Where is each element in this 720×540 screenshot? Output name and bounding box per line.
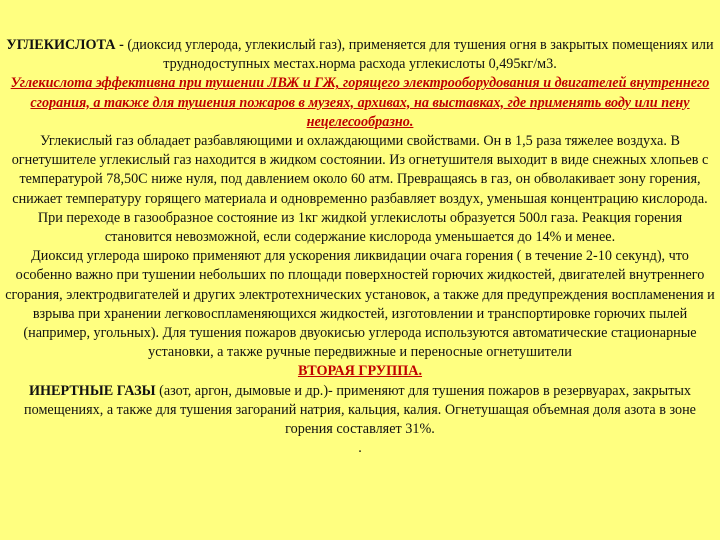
- inert-gases-text: (азот, аргон, дымовые и др.)- применяют для тушения пожаров в резервуарах, закрытых помещениях, а также для тушения загораний натрия, кальция, калия. Огнетушащая объемная доля азота в зоне горения составляет 31%.: [24, 382, 696, 438]
- paragraph-gas-conversion: При переходе в газообразное состояние из 1кг жидкой углекислоты образуется 500л газа. Реакция горения становится невозможной, если содержание кислорода уменьшается до 14% и менее.: [37, 209, 683, 246]
- intro-text: (диоксид углерода, углекислый газ), применяется для тушения огня в закрытых помещениях или труднодоступных местах.норма расхода углекислоты 0,495кг/м3.: [123, 37, 714, 73]
- paragraph-carbon-dioxide-intro: [4, 36, 716, 74]
- paragraph-effectiveness: Углекислота эффективна при тушении ЛВЖ и ГЖ, горящего электрооборудования и двигателей внутреннего сгорания, а также для тушения пожаров в музеях, архивах, на выставках, где применять воду или пену нецелесообразно.: [10, 75, 710, 130]
- paragraph-properties: Углекислый газ обладает разбавляющими и охлаждающими свойствами. Он в 1,5 раза тяжелее воздуха. В огнетушителе углекислый газ находится в жидком состоянии. Из огнетушителя выходит в виде снежных хлопьев с температурой 78,50С ниже нуля, под давлением около 60 атм. Превращаясь в газ, он обволакивает зону горения, снижает температуру горящего материала и одновременно разбавляет воздух, уменьшая концентрацию кислорода.: [11, 133, 709, 207]
- term-carbon-dioxide: УГЛЕКИСЛОТА -: [6, 37, 124, 53]
- paragraph-inert-gases: [4, 382, 716, 440]
- end-mark: .: [358, 440, 362, 457]
- paragraph-applications: Диоксид углерода широко применяют для ускорения ликвидации очага горения ( в течение 2-10 секунд), что особенно важно при тушении небольших по площади поверхностей горючих жидкостей, двигателей внутреннего сгорания, электродвигателей и других электротехнических установок, а также для предупреждения воспламенения и взрыва при хранении легковоспламеняющихся жидкостей, изготовлении и транспортировке горючих пылей (например, угольных). Для тушения пожаров двуокисью углерода используются автоматические стационарные установки, а также ручные передвижные и переносные огнетушители: [5, 248, 715, 361]
- heading-second-group: ВТОРАЯ ГРУППА.: [297, 363, 423, 380]
- term-inert-gases: ИНЕРТНЫЕ ГАЗЫ: [28, 382, 156, 399]
